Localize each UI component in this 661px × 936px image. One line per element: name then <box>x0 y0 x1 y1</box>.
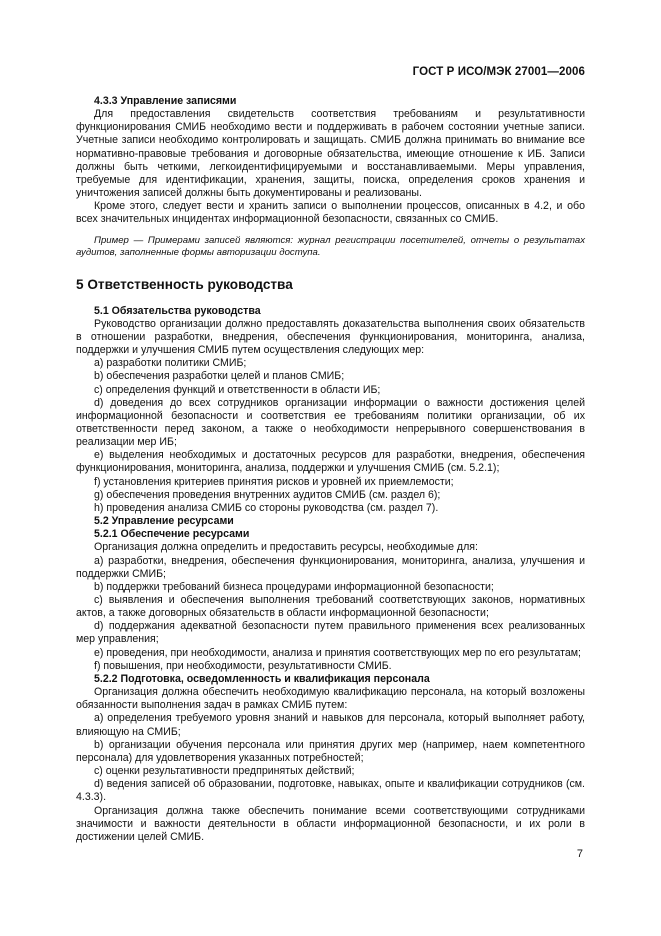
list-item: e) проведения, при необходимости, анализа и принятия соответствующих мер по его результатам; <box>94 646 581 659</box>
list-item: b) поддержки требований бизнеса процедурами информационной безопасности; <box>94 580 494 593</box>
example-note: Пример — Примерами записей являются: журнал регистрации посетителей, отчеты о результатах аудитов, заполненные формы авторизации доступа. <box>76 234 585 259</box>
paragraph: Организация должна также обеспечить понимание всеми соответствующими сотрудниками значимости и важности деятельности в области информационной безопасности, и их роли в достижении целей СМИБ. <box>76 804 585 843</box>
page-number: 7 <box>576 848 583 860</box>
section-5-1-title: 5.1 Обязательства руководства <box>94 304 261 317</box>
list-item: d) ведения записей об образовании, подготовке, навыках, опыте и квалификации сотрудников (см. 4.3.3). <box>76 778 585 804</box>
section-4-3-3-title: 4.3.3 Управление записями <box>94 95 237 107</box>
list-item: b) обеспечения разработки целей и планов СМИБ; <box>94 370 345 383</box>
section-5-2-title: 5.2 Управление ресурсами <box>94 515 234 528</box>
paragraph: Организация должна определить и предоставить ресурсы, необходимые для: <box>94 541 478 554</box>
section-5-2-2-title: 5.2.2 Подготовка, осведомленность и квалификация персонала <box>94 672 430 685</box>
section-5-title: 5 Ответственность руководства <box>76 276 293 292</box>
paragraph: Для предоставления свидетельств соответствия требованиям и результативности функционирования СМИБ необходимо вести и поддерживать в рабочем состоянии учетные записи. Учетные записи необходимо контролировать и защищать. СМИБ должна принимать во внимание все нормативно-правовые требования и договорные обязательства, имеющие отношение к ИБ. Записи должны быть четкими, легкоидентифицируемыми и восстанавливаемыми. Меры управления, требуемые для идентификации, хранения, защиты, поиска, определения сроков хранения и уничтожения записей должны быть документированы и реализованы. <box>76 108 585 200</box>
list-item: а) разработки политики СМИБ; <box>94 357 247 370</box>
list-item: b) организации обучения персонала или принятия других мер (например, наем компетентного персонала) для удовлетворения указанных потребностей; <box>76 738 585 764</box>
list-item: c) выявления и обеспечения выполнения требований соответствующих законов, нормативных актов, а также договорных обязательств в области информационной безопасности; <box>76 594 585 620</box>
list-item: a) определения требуемого уровня знаний и навыков для персонала, который выполняет работу, влияющую на СМИБ; <box>76 712 585 738</box>
list-item: f) установления критериев принятия рисков и уровней их приемлемости; <box>94 475 454 488</box>
list-item: h) проведения анализа СМИБ со стороны руководства (см. раздел 7). <box>94 501 439 514</box>
section-5-2-1-title: 5.2.1 Обеспечение ресурсами <box>94 528 250 541</box>
list-item: f) повышения, при необходимости, результативности СМИБ. <box>94 659 392 672</box>
paragraph: Руководство организации должно предоставлять доказательства выполнения своих обязательств в отношении разработки, внедрения, обеспечения функционирования, мониторинга, анализа, поддержки и улучшения СМИБ путем осуществления следующих мер: <box>76 317 585 357</box>
list-item: g) обеспечения проведения внутренних аудитов СМИБ (см. раздел 6); <box>94 488 441 501</box>
page-content <box>76 95 585 844</box>
list-item: c) определения функций и ответственности в области ИБ; <box>94 383 381 396</box>
list-item: a) разработки, внедрения, обеспечения функционирования, мониторинга, анализа, улучшения и поддержки СМИБ; <box>76 554 585 580</box>
list-item: d) доведения до всех сотрудников организации информации о важности достижения целей информационной безопасности и соответствия ее требованиям политики организации, об их ответственности перед законом, а также о необходимости непрерывного совершенствования в реализации мер ИБ; <box>76 396 585 449</box>
list-item: d) поддержания адекватной безопасности путем правильного применения всех реализованных мер управления; <box>76 620 585 646</box>
paragraph: Кроме этого, следует вести и хранить записи о выполнении процессов, описанных в 4.2, и обо всех значительных инцидентах информационной безопасности, связанных со СМИБ. <box>76 200 585 226</box>
document-header: ГОСТ Р ИСО/МЭК 27001—2006 <box>412 66 585 78</box>
paragraph: Организация должна обеспечить необходимую квалификацию персонала, на который возложены обязанности выполнения задач в рамках СМИБ путем: <box>76 686 585 712</box>
list-item: e) выделения необходимых и достаточных ресурсов для разработки, внедрения, обеспечения функционирования, мониторинга, анализа, поддержки и улучшения СМИБ (см. 5.2.1); <box>76 449 585 475</box>
list-item: c) оценки результативности предпринятых действий; <box>94 765 355 778</box>
